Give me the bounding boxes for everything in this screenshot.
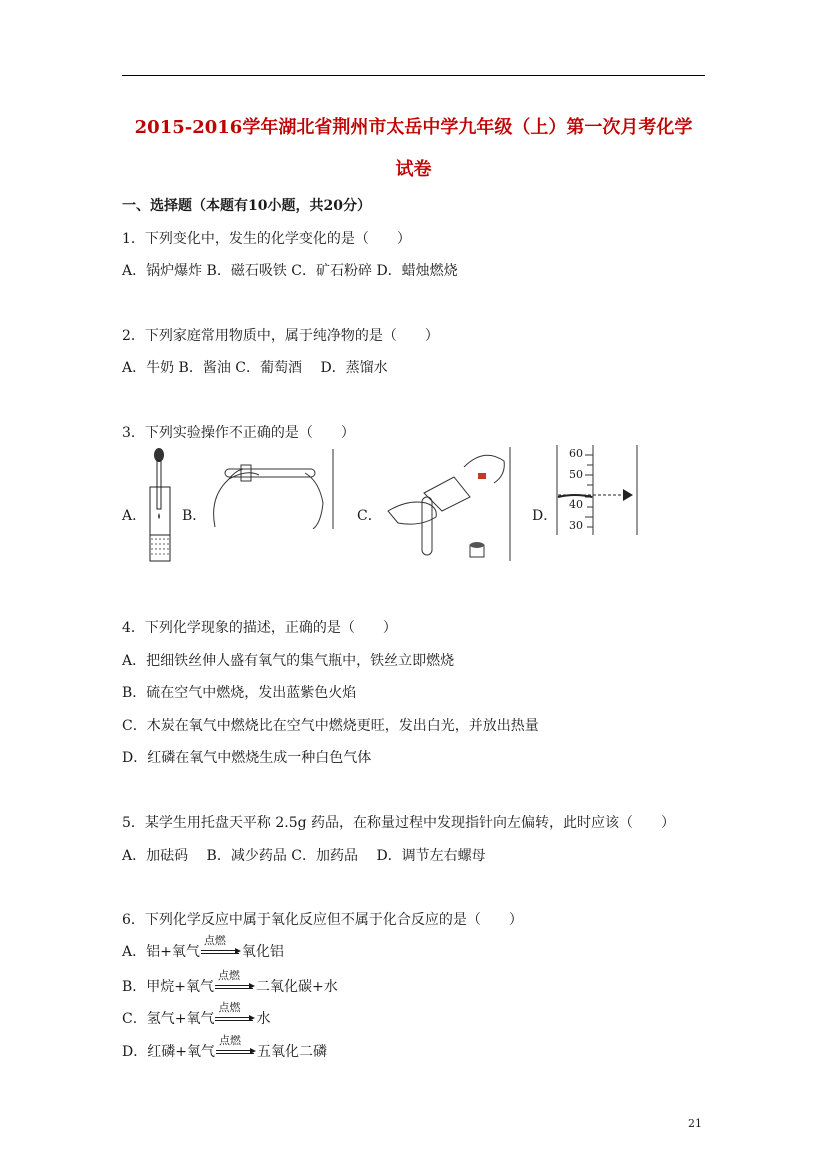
reactants: A．铝+氧气 (122, 944, 200, 960)
page-title: 2015-2016学年湖北省荆州市太岳中学九年级（上）第一次月考化学 (134, 117, 693, 138)
products: 水 (256, 1011, 271, 1027)
reactants: B．甲烷+氧气 (122, 979, 215, 995)
question-4-option-c: C．木炭在氧气中燃烧比在空气中燃烧更旺，发出白光，并放出热量 (122, 718, 539, 734)
question-4-option-b: B．硫在空气中燃烧，发出蓝紫色火焰 (122, 685, 357, 701)
reaction-arrow (215, 969, 255, 995)
reaction-condition: 点燃 (203, 934, 226, 947)
question-1-options: A．锅炉爆炸 B．磁石吸铁 C．矿石粉碎 D．蜡烛燃烧 (122, 263, 458, 279)
tick-label-40: 40 (569, 498, 583, 511)
question-4-option-d: D．红磷在氧气中燃烧生成一种白色气体 (122, 750, 372, 766)
question-2-stem: 2．下列家庭常用物质中，属于纯净物的是（ ） (122, 328, 439, 344)
reaction-arrow (215, 1001, 255, 1027)
question-6-option-d (122, 1034, 327, 1061)
reaction-arrow (216, 1034, 256, 1060)
tick-label-50: 50 (569, 468, 583, 481)
reaction-condition: 点燃 (218, 969, 241, 982)
question-3-stem: 3．下列实验操作不正确的是（ ） (122, 425, 355, 441)
question-6-option-a (122, 934, 284, 961)
reaction-condition: 点燃 (218, 1034, 241, 1047)
reactants: C．氢气+氧气 (122, 1011, 215, 1027)
option-a-label: A． (122, 508, 147, 524)
page-title-continued: 试卷 (395, 159, 432, 180)
question-6-option-b (122, 969, 338, 996)
figure-c-pouring-liquid (380, 447, 512, 561)
section-heading: 一、选择题（本题有10小题，共20分） (122, 198, 371, 214)
option-c-label: C． (357, 508, 382, 524)
question-6-stem: 6．下列化学反应中属于氧化反应但不属于化合反应的是（ ） (122, 912, 523, 928)
question-4-option-a: A．把细铁丝伸人盛有氧气的集气瓶中，铁丝立即燃烧 (122, 653, 455, 669)
tick-label-30: 30 (569, 519, 583, 532)
products: 二氧化碳+水 (256, 979, 338, 995)
products: 氧化铝 (241, 944, 284, 960)
header-rule (122, 75, 705, 76)
question-2-options: A．牛奶 B．酱油 C．葡萄酒 D．蒸馏水 (122, 360, 388, 376)
figure-a-dropper-in-cylinder (145, 447, 175, 563)
reactants: D．红磷+氧气 (122, 1044, 215, 1060)
tick-label-60: 60 (569, 447, 583, 460)
option-d-label: D． (532, 508, 558, 524)
reaction-condition: 点燃 (218, 1001, 241, 1014)
products: 五氧化二磷 (256, 1044, 327, 1060)
question-4-stem: 4．下列化学现象的描述，正确的是（ ） (122, 620, 397, 636)
question-5-options: A．加砝码 B．减少药品 C．加药品 D．调节左右螺母 (122, 848, 486, 864)
question-1-stem: 1．下列变化中，发生的化学变化的是（ ） (122, 231, 411, 247)
question-5-stem: 5．某学生用托盘天平称 2.5g 药品，在称量过程中发现指针向左偏转，此时应该（ ） (122, 815, 676, 831)
option-b-label: B． (182, 508, 207, 524)
reaction-arrow (201, 934, 241, 960)
page-number: 21 (688, 1117, 702, 1130)
figure-b-heating-test-tube (205, 449, 335, 529)
question-6-option-c (122, 1001, 271, 1028)
